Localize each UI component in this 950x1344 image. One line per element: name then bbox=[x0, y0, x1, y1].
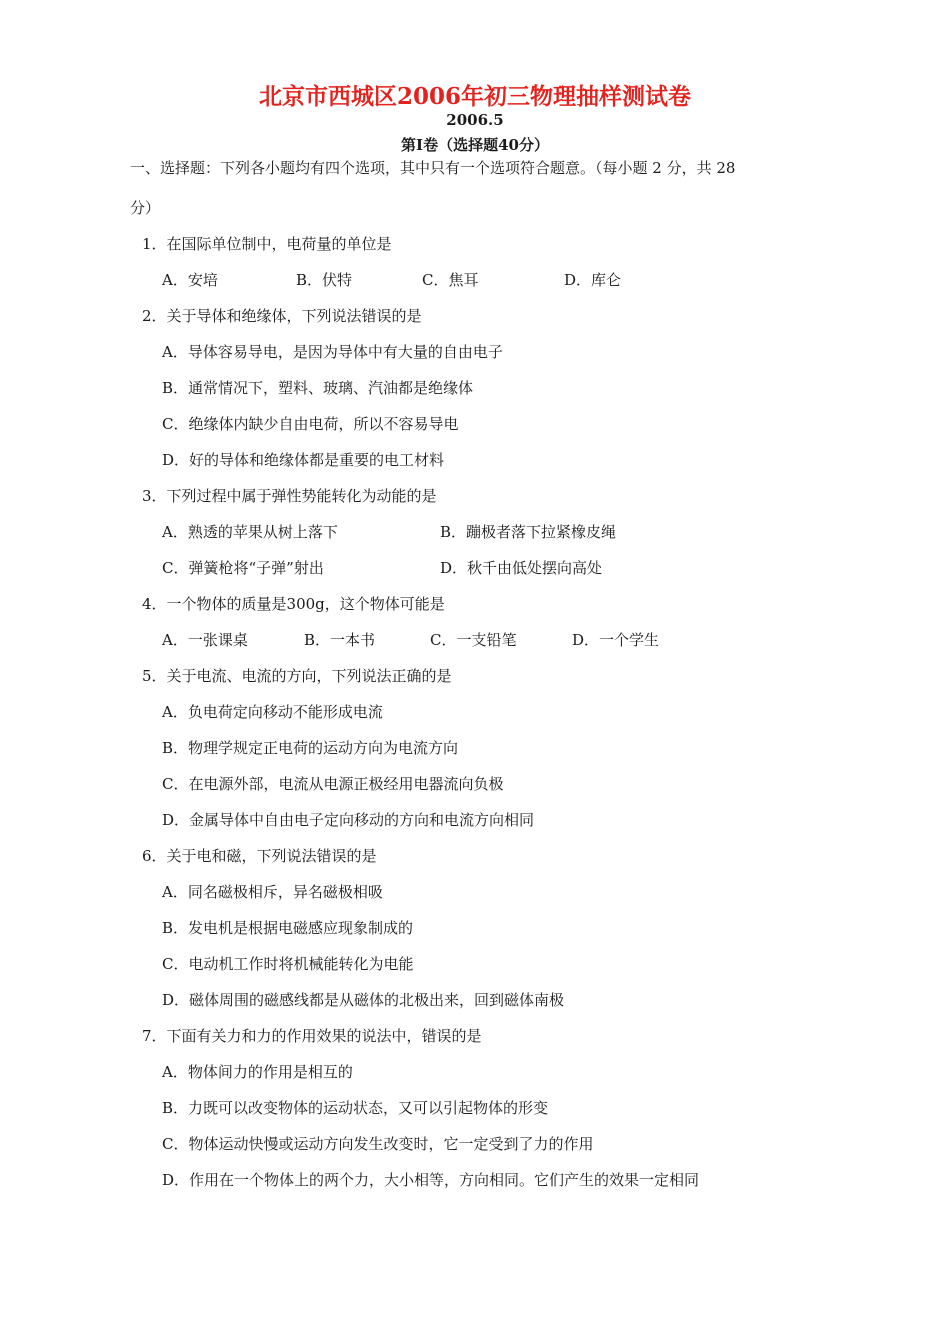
question-7-option-d: D．作用在一个物体上的两个力，大小相等，方向相同。它们产生的效果一定相同 bbox=[162, 1171, 700, 1189]
question-2-option-b: B．通常情况下，塑料、玻璃、汽油都是绝缘体 bbox=[162, 379, 474, 397]
exam-title: 北京市西城区2006年初三物理抽样测试卷 bbox=[258, 83, 691, 110]
question-2-stem: 2．关于导体和绝缘体，下列说法错误的是 bbox=[142, 307, 422, 325]
question-6-stem: 6．关于电和磁，下列说法错误的是 bbox=[142, 847, 377, 865]
question-1-option-b: B．伏特 bbox=[296, 271, 353, 289]
section-heading: 第Ⅰ卷（选择题40分） bbox=[401, 136, 549, 154]
question-7-option-a: A．物体间力的作用是相互的 bbox=[162, 1063, 353, 1081]
question-7-option-c: C．物体运动快慢或运动方向发生改变时，它一定受到了力的作用 bbox=[162, 1135, 594, 1153]
question-3-option-a: A．熟透的苹果从树上落下 bbox=[162, 523, 338, 541]
question-4-option-a: A．一张课桌 bbox=[162, 631, 248, 649]
question-4-option-c: C．一支铅笔 bbox=[430, 631, 517, 649]
question-6-option-d: D．磁体周围的磁感线都是从磁体的北极出来，回到磁体南极 bbox=[162, 991, 565, 1009]
question-4-option-b: B．一本书 bbox=[304, 631, 376, 649]
question-2-option-c: C．绝缘体内缺少自由电荷，所以不容易导电 bbox=[162, 415, 459, 433]
exam-date: 2006.5 bbox=[446, 111, 504, 129]
question-7-option-b: B．力既可以改变物体的运动状态，又可以引起物体的形变 bbox=[162, 1099, 549, 1117]
question-7-stem: 7．下面有关力和力的作用效果的说法中，错误的是 bbox=[142, 1027, 482, 1045]
question-3-option-b: B．蹦极者落下拉紧橡皮绳 bbox=[440, 523, 617, 541]
question-1-stem: 1．在国际单位制中，电荷量的单位是 bbox=[142, 235, 392, 253]
question-5-option-c: C．在电源外部，电流从电源正极经用电器流向负极 bbox=[162, 775, 504, 793]
instructions-line-1: 一、选择题：下列各小题均有四个选项，其中只有一个选项符合题意。（每小题 2 分，共 28 bbox=[130, 159, 736, 177]
question-6-option-b: B．发电机是根据电磁感应现象制成的 bbox=[162, 919, 414, 937]
instructions-line-2: 分） bbox=[130, 199, 161, 217]
question-4-stem: 4．一个物体的质量是300g，这个物体可能是 bbox=[142, 595, 445, 613]
question-1-option-c: C．焦耳 bbox=[422, 271, 479, 289]
question-2-option-d: D．好的导体和绝缘体都是重要的电工材料 bbox=[162, 451, 445, 469]
question-3-option-c: C．弹簧枪将“子弹”射出 bbox=[162, 559, 324, 577]
question-5-option-a: A．负电荷定向移动不能形成电流 bbox=[162, 703, 383, 721]
question-5-stem: 5．关于电流、电流的方向，下列说法正确的是 bbox=[142, 667, 452, 685]
question-3-option-d: D．秋千由低处摆向高处 bbox=[440, 559, 603, 577]
question-5-option-d: D．金属导体中自由电子定向移动的方向和电流方向相同 bbox=[162, 811, 535, 829]
question-6-option-a: A．同名磁极相斥，异名磁极相吸 bbox=[162, 883, 383, 901]
question-5-option-b: B．物理学规定正电荷的运动方向为电流方向 bbox=[162, 739, 459, 757]
question-6-option-c: C．电动机工作时将机械能转化为电能 bbox=[162, 955, 414, 973]
question-1-option-d: D．库仑 bbox=[564, 271, 622, 289]
question-3-stem: 3．下列过程中属于弹性势能转化为动能的是 bbox=[142, 487, 437, 505]
question-2-option-a: A．导体容易导电，是因为导体中有大量的自由电子 bbox=[162, 343, 503, 361]
question-4-option-d: D．一个学生 bbox=[572, 631, 660, 649]
question-1-option-a: A．安培 bbox=[162, 271, 218, 289]
